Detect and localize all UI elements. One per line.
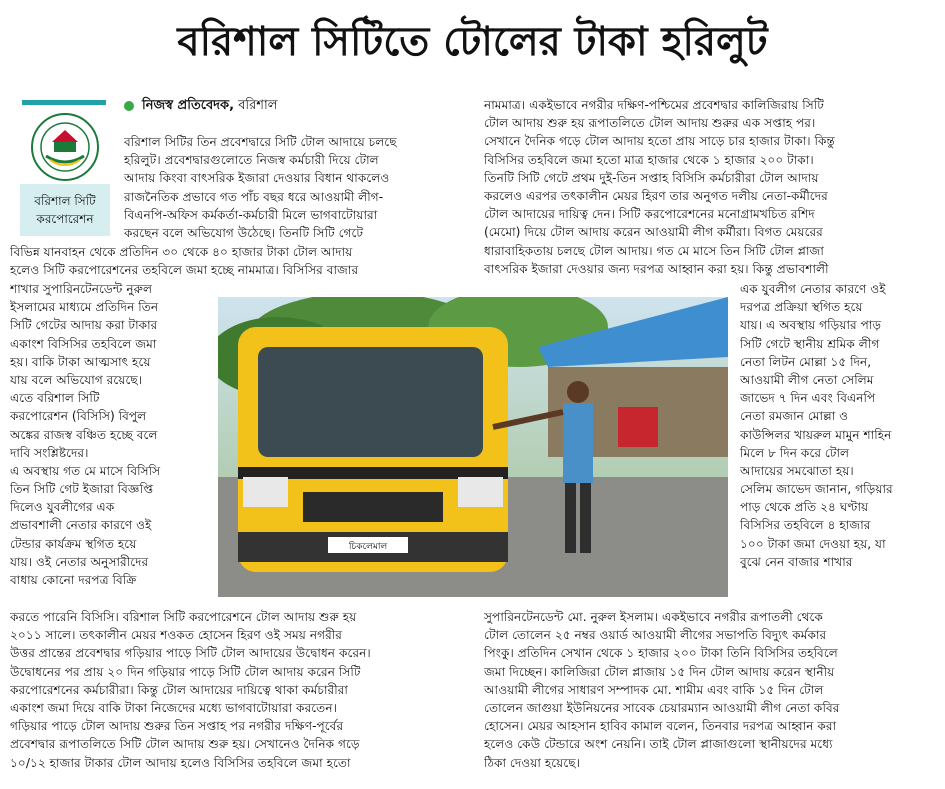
text-line: সেলিম জাভেদ জানান, গড়িয়ার — [740, 482, 893, 497]
text-line: যায়। ওই নেতার অনুসারীদের — [10, 554, 149, 569]
text-line: এক যুবলীগ নেতার কারণে ওই — [740, 282, 886, 296]
text-line: টোল আদায় শুরু হয় রূপাতলিতে টোল আদায় শুরুর এক সপ্তাহ পর। — [484, 116, 816, 131]
text-line: উদ্বোধনের পর প্রায় ২০ দিন গড়িয়ার পাড়ে সিটি টোল আদায় করেন সিটি — [10, 664, 361, 679]
text-line: নামমাত্র। একইভাবে নগরীর দক্ষিণ-পশ্চিমের প্রবেশদ্বার কালিজিরায় সিটি — [484, 98, 824, 112]
col2-top-paragraph — [484, 96, 936, 278]
text-line: বুঝে নেন বাজার শাখার — [740, 554, 853, 569]
text-line: বিএনপি-অফিস কর্মকর্তা-কর্মচারী মিলে ভাগবাটোয়ারা — [124, 207, 378, 222]
col1-left-paragraph — [10, 280, 215, 589]
text-line: যায় বলে অভিযোগ রয়েছে। — [10, 372, 143, 387]
news-photo — [218, 297, 728, 597]
text-line: বিভিন্ন যানবাহন থেকে প্রতিদিন ৩০ থেকে ৪০ হাজার টাকা টোল আদায় — [10, 245, 353, 259]
text-line: প্রভাবশালী নেতার কারণে ওই — [10, 518, 152, 533]
text-line: তিন সিটি গেট ইজারা বিজ্ঞপ্তি — [10, 482, 154, 497]
text-line: করতে পারেনি বিসিসি। বরিশাল সিটি করপোরেশনে টোল আদায় শুরু হয় — [10, 610, 357, 624]
text-line: তোলেন জাগুয়া ইউনিয়নের সাবেক চেয়ারম্যান আওয়ামী লীগ নেতা কবির — [484, 700, 840, 715]
text-line: বিসিসির তহবিলে ৪ হাজার — [740, 518, 871, 533]
byline — [124, 96, 277, 116]
text-line: হরিলুট। প্রবেশদ্বারগুলোতে নিজস্ব কর্মচারী দিয়ে টোল — [124, 153, 379, 168]
text-line: আদায় কিংবা বাৎসরিক ইজারা দেওয়ার বিধান থাকলেও — [124, 171, 390, 186]
text-line: দিলেও যুবলীগের এক — [10, 500, 115, 515]
col2-right-paragraph — [740, 280, 940, 571]
accent-bar — [22, 100, 106, 105]
text-line: আওয়ামী লীগের সাধারণ সম্পাদক মো. শামীম এবং বাকি ১৫ দিন টোল — [484, 682, 824, 697]
text-line: ধারাবাহিকতায় চলছে টোল আদায়। গত মে মাসে তিন সিটি টোল প্লাজা — [484, 243, 824, 258]
location: বরিশাল — [238, 98, 278, 113]
text-line: প্রবেশদ্বার রূপাতলিতে সিটি টোল আদায় শুরু হয়। সেখানেও দৈনিক গড়ে — [10, 737, 360, 752]
text-line: হোসেন। মেয়র আহসান হাবিব কামাল বলেন, তিনবার দরপত্র আহ্বান করা — [484, 719, 837, 734]
text-line: (মেমো) দিয়ে টোল আদায় করেন আওয়ামী লীগ কর্মীরা। বিগত মেয়রের — [484, 225, 823, 240]
col1-top-paragraph — [124, 133, 464, 242]
text-line: আদায়ের সমঝোতা হয়। — [740, 463, 854, 478]
text-line: গড়িয়ার পাড়ে টোল আদায় শুরুর তিন সপ্তাহ পর নগরীর দক্ষিণ-পূর্বের — [10, 719, 344, 734]
text-line: কাউন্সিলর খায়রুল মামুন শাহিন — [740, 427, 892, 442]
text-line: ঠিকা দেওয়া হয়েছে। — [484, 755, 580, 770]
text-line: হলেও কেউ টেন্ডারে অংশ নেয়নি। তাই টোল প্লাজাগুলো স্থানীয়দের মধ্যে — [484, 737, 833, 752]
text-line: করছেন বলে অভিযোগ উঠেছে। তিনটি সিটি গেটে — [124, 225, 364, 240]
text-line: জাভেদ ৭ দিন এবং বিএনপি — [740, 391, 876, 406]
text-line: অঙ্কের রাজস্ব বঞ্চিত হচ্ছে বলে — [10, 427, 158, 442]
text-line: টেন্ডার কার্যক্রম স্থগিত হয়ে — [10, 536, 137, 551]
text-line: শাখার সুপারিনটেনডেন্ট নুরুল — [10, 282, 153, 296]
text-line: একাংশ বিসিসির তহবিলে জমা — [10, 336, 157, 351]
text-line: একাংশ জমা দিয়ে বাকি টাকা নিজেদের মধ্যে ভাগবাটোয়ারা করতেন। — [10, 700, 337, 715]
text-line: হয়। বাকি টাকা আত্মসাৎ হয়ে — [10, 354, 151, 369]
text-line: দাবি সংশ্লিষ্টদের। — [10, 445, 89, 460]
col1-bottom-paragraph — [10, 608, 468, 772]
col2-bottom-paragraph — [484, 608, 936, 772]
text-line: ইসলামের মাধ্যমে প্রতিদিন তিন — [10, 300, 159, 315]
photo-caption — [20, 184, 110, 236]
text-line: ১০০ টাকা জমা দেওয়া হয়, যা — [740, 536, 886, 551]
reporter: নিজস্ব প্রতিবেদক, — [142, 98, 235, 113]
text-line: সিটি গেটের আদায় করা টাকার — [10, 318, 158, 333]
text-line: বরিশাল সিটির তিন প্রবেশদ্বারে সিটি টোল আদায়ে চলছে — [124, 135, 397, 149]
headline: বরিশাল সিটিতে টোলের টাকা হরিলুট — [177, 19, 768, 65]
text-line: টোল আদায়ের দায়িত্ব দেন। সিটি করপোরেশনের মনোগ্রামখচিত রশিদ — [484, 207, 815, 222]
text-line: সুপারিনটেনডেন্ট মো. নুরুল ইসলাম। একইভাবে নগরীর রূপাতলী থেকে — [484, 610, 823, 624]
text-line: সেখানে দৈনিক গড়ে টোল আদায় হতো প্রায় সাড়ে চার হাজার টাকা। কিন্তু — [484, 134, 835, 149]
text-line: হলেও সিটি করপোরেশনের তহবিলে জমা হচ্ছে নামমাত্র। বিসিসির বাজার — [10, 263, 359, 278]
col1-mid-paragraph — [10, 243, 468, 279]
text-line: এ অবস্থায় গত মে মাসে বিসিসি — [10, 463, 161, 478]
text-line: আওয়ামী লীগ নেতা সেলিম — [740, 372, 874, 387]
text-line: বিসিসির তহবিলে জমা হতো মাত্র হাজার থেকে ১ হাজার ২০০ টাকা। — [484, 152, 814, 167]
text-line: যায়। এ অবস্থায় গড়িয়ার পাড় — [740, 318, 882, 333]
text-line: নেতা রমজান মোল্লা ও — [740, 409, 849, 424]
vehicle-plate: চিকলেমাল — [348, 542, 388, 552]
text-line: নেতা লিটন মোল্লা ১৫ দিন, — [740, 354, 872, 369]
text-line: দরপত্র প্রক্রিয়া স্থগিত হয়ে — [740, 300, 863, 315]
text-line: বাৎসরিক ইজারা দেওয়ার জন্য দরপত্র আহ্বান করা হয়। কিন্তু প্রভাবশালী — [484, 261, 829, 276]
text-line: তিনটি সিটি গেটে প্রথম দুই-তিন সপ্তাহ বিসিসি কর্মচারীরা টোল আদায় — [484, 170, 819, 185]
text-line: টোল তোলেন ২৫ নম্বর ওয়ার্ড আওয়ামী লীগের সভাপতি বিদ্যুৎ কর্মকার — [484, 628, 827, 643]
text-line: করপোরেশন (বিসিসি) বিপুল — [10, 409, 147, 424]
text-line: ১০/১২ হাজার টাকার টোল আদায় হলেও বিসিসির তহবিলে জমা হতো — [10, 755, 351, 770]
text-line: বাধায় কোনো দরপত্র বিক্রি — [10, 573, 137, 587]
text-line: জমা দিচ্ছেন। কালিজিরা টোল প্লাজায় ১৫ দিন টোল আদায় করেন স্থানীয় — [484, 664, 835, 679]
text-line: করপোরেশনের কর্মচারীরা। কিন্তু টোল আদায়ের দায়িত্বে থাকা কর্মচারীরা — [10, 682, 348, 697]
text-line: মিলে ৮ দিন করে টোল — [740, 445, 850, 460]
caption-line: বরিশাল সিটি — [34, 194, 96, 208]
text-line: করলেও এরপর তৎকালীন মেয়র হিরণ তার অনুগত দলীয় নেতা-কর্মীদের — [484, 188, 828, 203]
text-line: ২০১১ সালে। তৎকালীন মেয়র শওকত হোসেন হিরণ ওই সময় নগরীর — [10, 628, 342, 643]
text-line: উত্তর প্রান্তের প্রবেশদ্বার গড়িয়ার পাড়ে সিটি টোল আদায়ের উদ্বোধন করেন। — [10, 646, 371, 661]
text-line: এতে বরিশাল সিটি — [10, 391, 100, 406]
bullet-icon — [124, 101, 134, 111]
text-line: পাড় থেকে প্রতি ২৪ ঘণ্টায় — [740, 500, 869, 515]
text-line: সিটি গেটে স্থানীয় শ্রমিক লীগ — [740, 336, 880, 351]
text-line: পিংকু। প্রতিদিন সেখান থেকে ১ হাজার ২০০ টাকা তিনি বিসিসির তহবিলে — [484, 646, 838, 661]
city-corporation-logo — [30, 112, 100, 182]
caption-line: করপোরেশন — [36, 212, 94, 226]
text-line: রাজনৈতিক প্রভাবে গত পাঁচ বছর ধরে আওয়ামী লীগ- — [124, 189, 384, 204]
